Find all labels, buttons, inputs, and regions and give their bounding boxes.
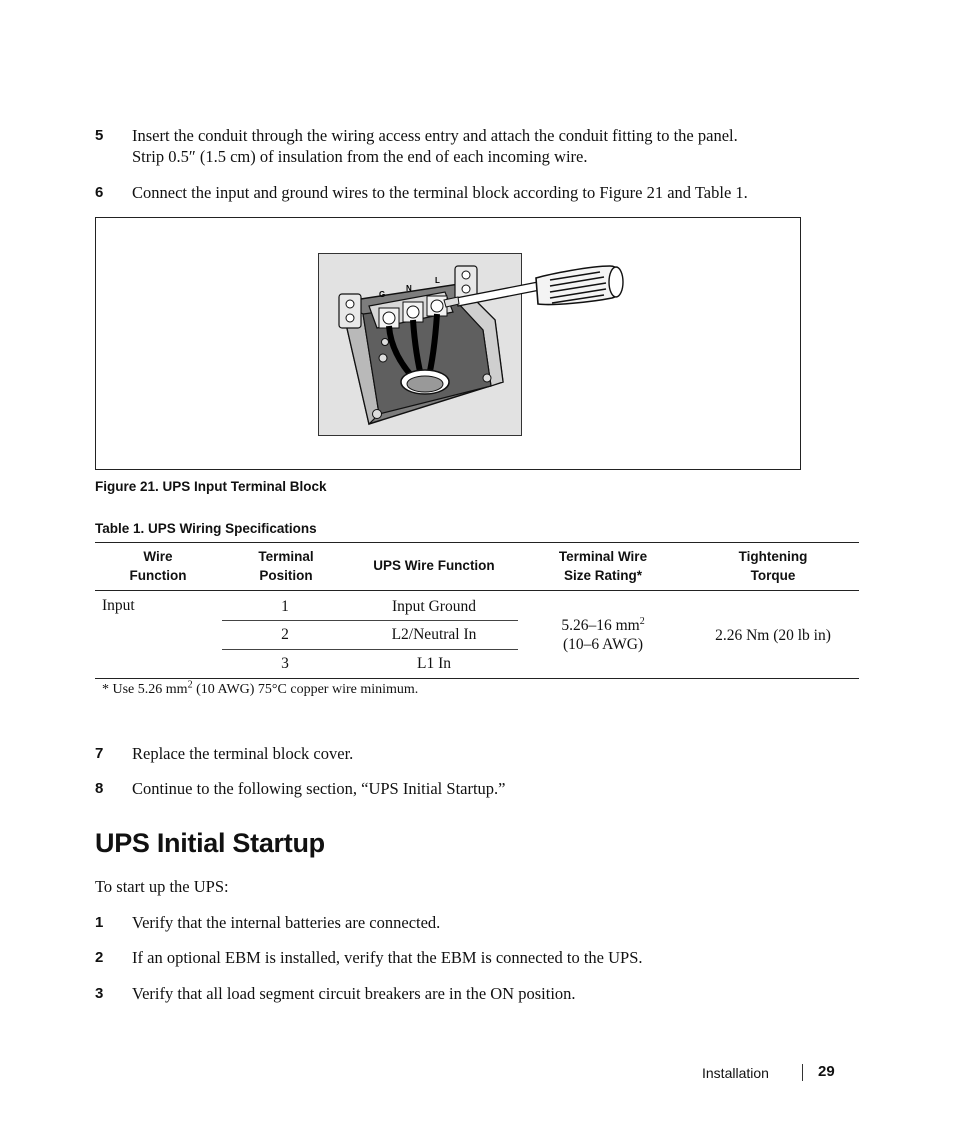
size-rating-cell [527, 616, 679, 654]
page-number: 29 [818, 1063, 835, 1080]
footer-separator [802, 1064, 803, 1081]
size-rating-superscript: 2 [639, 615, 645, 627]
header-line: Tightening [738, 549, 808, 564]
header-tightening-torque [693, 547, 853, 585]
footnote-text: * Use 5.26 mm [102, 682, 188, 697]
row-divider [222, 649, 518, 650]
section-intro: To start up the UPS: [95, 877, 229, 896]
header-line: Position [259, 568, 313, 583]
row-divider [222, 620, 518, 621]
step-text: If an optional EBM is installed, verify that the EBM is connected to the UPS. [132, 948, 643, 967]
label-l: L [435, 276, 440, 285]
table-bottom-rule [95, 678, 859, 679]
header-terminal-wire-size [527, 547, 679, 585]
header-terminal-position [226, 547, 346, 585]
footer-section-name: Installation [702, 1065, 769, 1081]
figure-caption: Figure 21. UPS Input Terminal Block [95, 479, 327, 494]
row-3-position: 3 [281, 655, 289, 672]
step-text: Replace the terminal block cover. [132, 744, 354, 763]
step-text-line: Insert the conduit through the wiring access entry and attach the conduit fitting to the panel. [132, 126, 738, 145]
step-number: 8 [95, 780, 104, 797]
wiring-spec-table [95, 542, 859, 679]
row-1-position: 1 [281, 598, 289, 615]
label-g: G [379, 290, 386, 299]
row-3-function: L1 In [416, 655, 451, 672]
header-line: Size Rating* [563, 568, 642, 583]
footnote-text: (10 AWG) 75°C copper wire minimum. [192, 682, 419, 697]
step-text [132, 125, 852, 167]
header-line: Function [129, 568, 187, 583]
step-number: 5 [95, 127, 104, 144]
section-heading: UPS Initial Startup [95, 828, 325, 858]
size-rating-awg: (10–6 AWG) [562, 636, 644, 653]
step-text: Continue to the following section, “UPS Initial Startup.” [132, 779, 506, 798]
header-line: Torque [750, 568, 796, 583]
screwdriver-icon [440, 264, 630, 320]
step-text: Verify that the internal batteries are connected. [132, 913, 441, 932]
header-line: Terminal Wire [558, 549, 648, 564]
row-1-function: Input Ground [392, 598, 476, 615]
table-footnote [102, 679, 419, 698]
row-2-function: L2/Neutral In [391, 626, 477, 643]
torque-cell: 2.26 Nm (20 lb in) [715, 627, 831, 644]
header-ups-wire-function: UPS Wire Function [373, 558, 495, 573]
step-text: Connect the input and ground wires to the terminal block according to Figure 21 and Table 1. [132, 183, 748, 202]
step-number: 7 [95, 745, 104, 762]
header-line: Wire [143, 549, 173, 564]
table-top-rule [95, 542, 859, 543]
group-label-input: Input [102, 597, 135, 614]
step-number: 2 [95, 949, 104, 966]
header-wire-function [103, 547, 213, 585]
row-2-position: 2 [281, 626, 289, 643]
table-header-rule [95, 590, 859, 591]
footnote-superscript: 2 [187, 679, 193, 691]
step-number: 1 [95, 914, 104, 931]
size-rating-value: 5.26–16 mm [561, 617, 640, 634]
table-caption: Table 1. UPS Wiring Specifications [95, 521, 317, 536]
step-text-line: Strip 0.5″ (1.5 cm) of insulation from the end of each incoming wire. [132, 147, 588, 166]
step-number: 3 [95, 985, 104, 1002]
step-text: Verify that all load segment circuit breakers are in the ON position. [132, 984, 576, 1003]
step-number: 6 [95, 184, 104, 201]
label-n: N [406, 284, 412, 293]
header-line: Terminal [258, 549, 314, 564]
